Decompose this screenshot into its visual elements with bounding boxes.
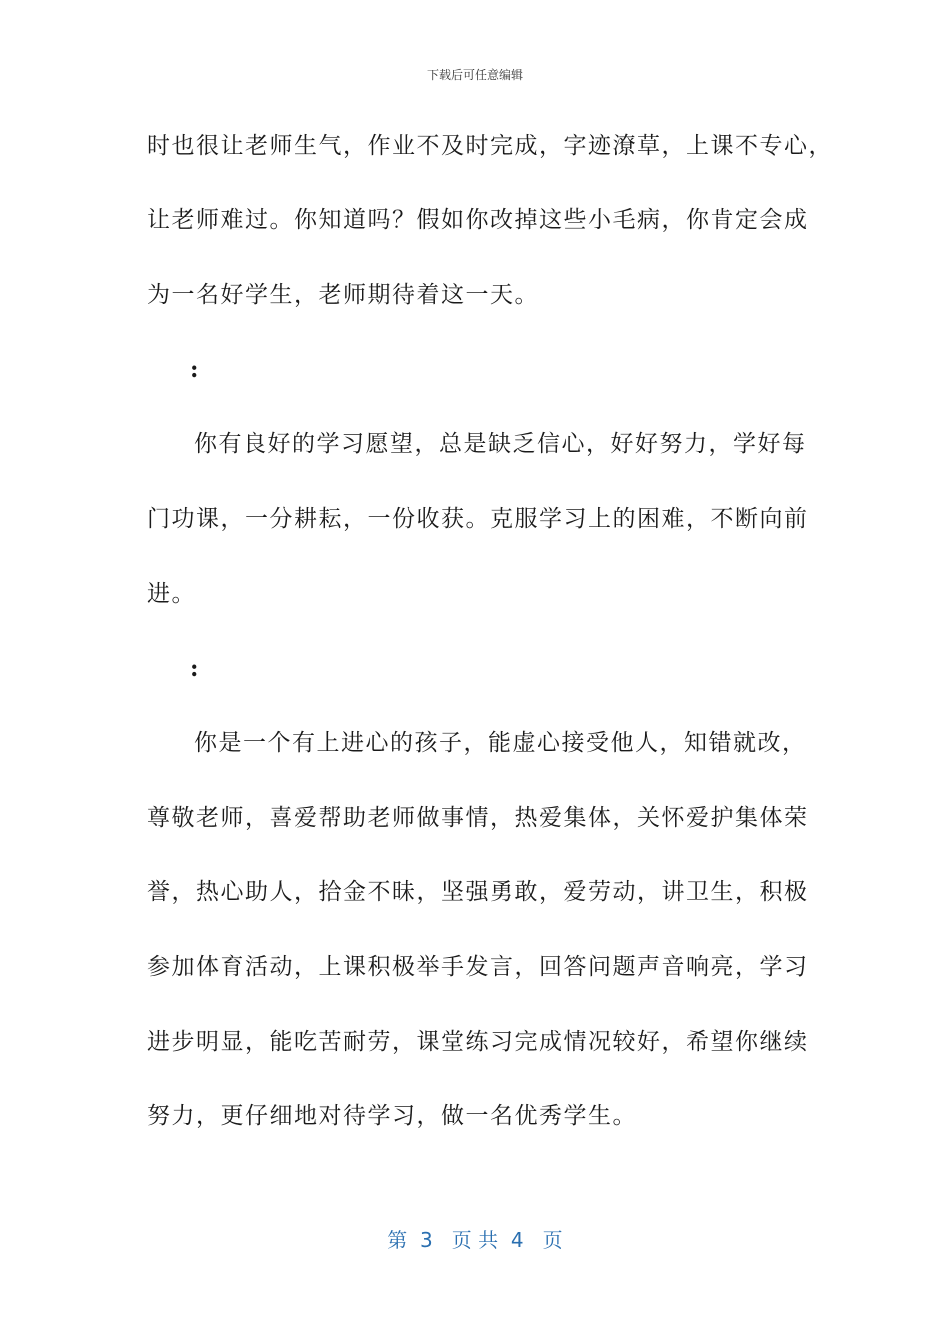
paragraph-1-line-1: 时也很让老师生气，作业不及时完成，字迹潦草，上课不专心， [147, 133, 833, 159]
paragraph-1-line-3: 为一名好学生，老师期待着这一天。 [147, 282, 539, 308]
paragraph-3-label: : [190, 655, 199, 682]
paragraph-1-line-2: 让老师难过。你知道吗？假如你改掉这些小毛病，你肯定会成 [147, 207, 809, 233]
paragraph-2-line-1: 你有良好的学习愿望，总是缺乏信心，好好努力，学好每 [194, 431, 807, 457]
paragraph-3-line-1: 你是一个有上进心的孩子，能虚心接受他人，知错就改， [194, 730, 807, 756]
paragraph-2-line-3: 进。 [147, 581, 196, 607]
page-number-footer: 第 3 页 共 4 页 [387, 1228, 563, 1252]
header-note: 下载后可任意编辑 [426, 68, 523, 82]
paragraph-3-line-5: 进步明显，能吃苦耐劳，课堂练习完成情况较好，希望你继续 [147, 1029, 809, 1055]
paragraph-2-label: : [190, 356, 199, 383]
paragraph-3-line-6: 努力，更仔细地对待学习，做一名优秀学生。 [147, 1103, 637, 1129]
paragraph-2-line-2: 门功课，一分耕耘，一份收获。克服学习上的困难，不断向前 [147, 506, 809, 532]
paragraph-3-line-4: 参加体育活动，上课积极举手发言，回答问题声音响亮，学习 [147, 954, 809, 980]
paragraph-3-line-3: 誉，热心助人，拾金不昧，坚强勇敢，爱劳动，讲卫生，积极 [147, 879, 809, 905]
paragraph-3-line-2: 尊敬老师，喜爱帮助老师做事情，热爱集体，关怀爱护集体荣 [147, 805, 809, 831]
